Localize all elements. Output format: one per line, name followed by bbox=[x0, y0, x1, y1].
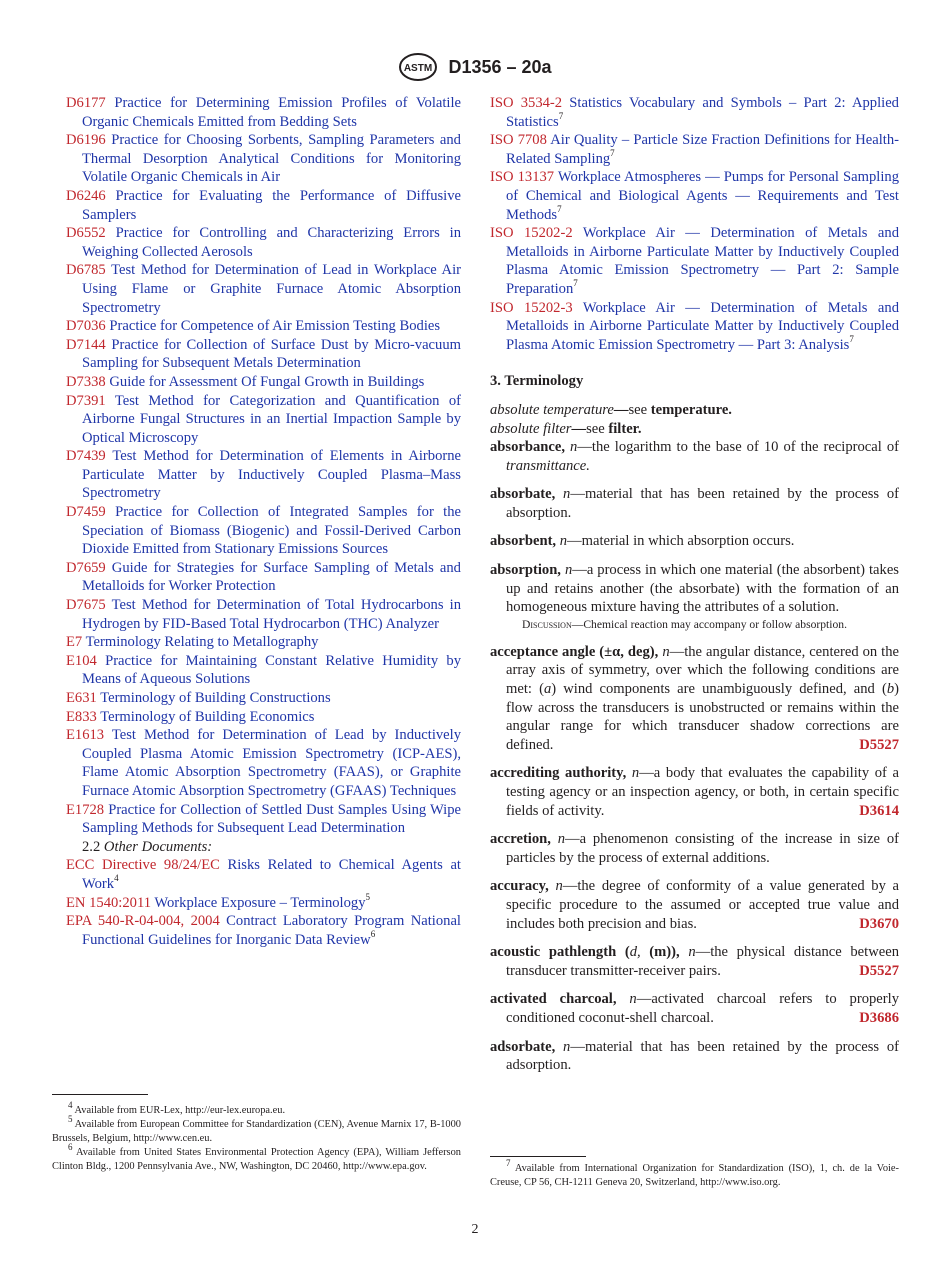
reference-code-link[interactable]: ISO 7708 bbox=[490, 132, 547, 149]
reference-title-link[interactable]: Practice for Maintaining Constant Relative Humidity by Means of Aqueous Solutions bbox=[82, 652, 462, 688]
footnote: $^4$ Available from EUR-Lex, http://eur-lex.europa.eu. bbox=[68, 1099, 286, 1116]
term-entry: absorbent, n—material in which absorption occurs. bbox=[490, 533, 795, 550]
reference-code-link[interactable]: D7338 bbox=[66, 373, 106, 390]
reference-title-link[interactable]: Workplace Atmospheres — Pumps for Personal Sampling of Chemical and Biological Agents — Requirements and Test Methods bbox=[506, 169, 900, 223]
footnote-marker: 7 bbox=[557, 203, 562, 214]
reference-code-link[interactable]: E631 bbox=[66, 690, 97, 706]
footnote-marker: 7 bbox=[849, 333, 854, 344]
reference-title-link[interactable]: Practice for Choosing Sorbents, Sampling Parameters and Thermal Desorption Analytical Conditions for Monitoring Volatile Organic Chemicals in Air bbox=[82, 132, 461, 186]
reference-code-link[interactable]: D7439 bbox=[66, 448, 106, 465]
footnote-divider bbox=[52, 1094, 148, 1095]
reference-title-link[interactable]: Practice for Collection of Settled Dust Samples Using Wipe Sampling Methods for Subsequent Lead Determination bbox=[82, 801, 461, 837]
reference-code-link[interactable]: D6177 bbox=[66, 95, 106, 111]
reference-item bbox=[66, 336, 461, 373]
reference-item bbox=[66, 392, 461, 448]
reference-item bbox=[66, 891, 461, 913]
reference-item bbox=[66, 503, 461, 559]
reference-code-link[interactable]: EPA 540-R-04-004, 2004 bbox=[66, 913, 220, 930]
footnotes-left bbox=[52, 1099, 461, 1174]
reference-item bbox=[490, 299, 899, 355]
reference-code-link[interactable]: D6246 bbox=[66, 187, 106, 204]
reference-code-link[interactable]: E1613 bbox=[66, 727, 105, 744]
reference-title-link[interactable]: Test Method for Categorization and Quantification of Airborne Fungal Structures in an Inertial Impaction Sample by Optical Microscopy bbox=[82, 392, 461, 446]
reference-item bbox=[490, 131, 899, 168]
reference-title-link[interactable]: Practice for Determining Emission Profiles of Volatile Organic Chemicals Emitted from Bedding Sets bbox=[82, 95, 461, 130]
reference-title-link[interactable]: Practice for Collection of Integrated Samples for the Speciation of Biomass (Biogenic) and Fossil-Derived Carbon Dioxide Emitted from Stationary Emissions Sources bbox=[82, 504, 461, 558]
standard-reference: D3614 bbox=[859, 802, 899, 819]
reference-title-link[interactable]: Workplace Air — Determination of Metals and Metalloids in Airborne Particulate Matter by Inductively Coupled Plasma Atomic Emission Spectrometry — Part 3: Analysis bbox=[506, 299, 900, 353]
page-header bbox=[0, 52, 950, 82]
reference-code-link[interactable]: E7 bbox=[66, 634, 83, 651]
reference-code-link[interactable]: D7036 bbox=[66, 318, 106, 335]
reference-title-link[interactable]: Terminology of Building Economics bbox=[100, 708, 315, 725]
reference-code-link[interactable]: D6196 bbox=[66, 132, 106, 149]
reference-item bbox=[66, 652, 461, 689]
reference-item bbox=[490, 224, 899, 298]
term-entry: absorption, n—a process in which one material (the absorbent) takes up and retains another (the absorbate) with the formation of an homogeneous mixture having the attributes of a solution. bbox=[490, 562, 899, 616]
iso-reference-list bbox=[490, 94, 899, 354]
footnote-marker: 7 bbox=[558, 110, 564, 121]
term-entry: accrediting authority, n—a body that evaluates the capability of a testing agency or an inspection agency, or both, in certain specific fields of activity. D3614 bbox=[490, 765, 899, 819]
reference-title-link[interactable]: Workplace Air — Determination of Metals and Metalloids in Airborne Particulate Matter by Inductively Coupled Plasma Atomic Emission Spectrometry — Part 2: Sample Preparation bbox=[506, 225, 900, 297]
reference-item bbox=[490, 168, 899, 224]
document-id: D1356 – 20a bbox=[448, 56, 552, 77]
footnote: $^6$ Available from United States Environmental Protection Agency (EPA), William Jefferson Clinton Bldg., 1200 Pennsylvania Ave., NW, Washington, DC 20460, http://www.epa.gov. bbox=[52, 1141, 461, 1172]
reference-code-link[interactable]: EN 1540:2011 bbox=[66, 894, 151, 911]
reference-title-link[interactable]: Test Method for Determination of Lead in Workplace Air Using Flame or Graphite Furnace Atomic Absorption Spectrometry bbox=[82, 262, 461, 316]
standard-reference: D3686 bbox=[859, 1009, 899, 1026]
astm-logo-icon bbox=[398, 52, 438, 82]
reference-title-link[interactable]: Test Method for Determination of Lead by Inductively Coupled Plasma Atomic Emission Spectrometry (ICP-AES), Flame Atomic Absorption Spectrometry (FAAS), or Graphite Furnace Atomic Absorption Spectrometry (GFAAS) Techniques bbox=[82, 727, 461, 799]
section-heading: 3. Terminology bbox=[490, 373, 584, 390]
reference-code-link[interactable]: ISO 3534-2 bbox=[490, 95, 563, 111]
footnote: $^7$ Available from International Organization for Standardization (ISO), 1, ch. de la Voie-Creuse, CP 56, CH-1211 Geneva 20, Switzerland, http://www.iso.org. bbox=[490, 1157, 900, 1188]
reference-item bbox=[66, 689, 461, 708]
term-entry: acoustic pathlength (d, (m)), n—the physical distance between transducer transmitter-receiver pairs. D5527 bbox=[490, 944, 899, 979]
reference-title-link[interactable]: Guide for Assessment Of Fungal Growth in Buildings bbox=[109, 373, 425, 390]
right-column bbox=[490, 94, 899, 1075]
reference-title-link[interactable]: Practice for Controlling and Characterizing Errors in Weighing Collected Aerosols bbox=[82, 225, 461, 260]
reference-code-link[interactable]: D7459 bbox=[66, 504, 106, 521]
footnote-marker: 4 bbox=[114, 873, 119, 884]
reference-code-link[interactable]: E1728 bbox=[66, 801, 105, 818]
reference-title-link[interactable]: Practice for Competence of Air Emission Testing Bodies bbox=[109, 318, 441, 335]
term-entry: activated charcoal, n—activated charcoal refers to properly conditioned coconut-shell charcoal. D3686 bbox=[490, 991, 899, 1026]
term-entry: absolute filter—see filter. bbox=[490, 420, 642, 437]
reference-list bbox=[66, 94, 461, 838]
reference-code-link[interactable]: D7144 bbox=[66, 336, 106, 353]
footnote-marker: 7 bbox=[610, 147, 615, 158]
reference-item bbox=[66, 726, 461, 800]
reference-item bbox=[490, 94, 899, 131]
reference-title-link[interactable]: Terminology Relating to Metallography bbox=[85, 634, 319, 651]
reference-item bbox=[66, 559, 461, 596]
standard-reference: D5527 bbox=[859, 962, 899, 979]
reference-code-link[interactable]: D7391 bbox=[66, 392, 106, 409]
reference-item bbox=[66, 801, 461, 838]
other-reference-list bbox=[66, 856, 461, 949]
term-entry: accuracy, n—the degree of conformity of a value generated by a specific procedure to the assumed or accepted true value and includes both precision and bias. D3670 bbox=[490, 878, 900, 932]
footnote-marker: 7 bbox=[573, 278, 578, 289]
reference-code-link[interactable]: E833 bbox=[66, 708, 97, 725]
logo-label: ASTM bbox=[404, 63, 433, 74]
reference-item bbox=[66, 317, 461, 336]
reference-title-link[interactable]: Statistics Vocabulary and Symbols – Part 2: Applied Statistics bbox=[506, 95, 899, 130]
page-number: 2 bbox=[471, 1222, 479, 1237]
reference-title-link[interactable]: Guide for Strategies for Surface Sampling of Metals and Metalloids for Worker Protection bbox=[82, 559, 461, 595]
reference-title-link[interactable]: Contract Laboratory Program National Functional Guidelines for Inorganic Data Review bbox=[82, 913, 461, 948]
left-column bbox=[66, 94, 461, 949]
reference-title-link[interactable]: Terminology of Building Constructions bbox=[100, 690, 331, 706]
term-entry: acceptance angle (±α, deg), n—the angular distance, centered on the array axis of symmetry, over which the following conditions are met: (a) wind components are unambiguously defined, and (b) flow across the transducers is unobstructed or remains within the angular range for which transducer shadow corrections are defined. D5527 bbox=[490, 643, 899, 753]
footnote-divider bbox=[490, 1156, 586, 1157]
footnote: $^5$ Available from European Committee for Standardization (CEN), Avenue Marnix 17, B-1000 Brussels, Belgium, http://www.cen.eu. bbox=[52, 1113, 461, 1144]
reference-title-link[interactable]: Workplace Exposure – Terminology bbox=[154, 894, 366, 911]
reference-item bbox=[66, 708, 461, 727]
reference-item bbox=[66, 224, 461, 261]
reference-item bbox=[66, 131, 461, 187]
footnote-marker: 5 bbox=[365, 891, 371, 902]
term-entry: absolute temperature—see temperature. bbox=[490, 401, 732, 418]
term-entry: adsorbate, n—material that has been retained by the process of adsorption. bbox=[490, 1038, 899, 1074]
reference-item bbox=[66, 912, 461, 949]
discussion-note: Discussion—Chemical reaction may accompany or follow absorption. bbox=[522, 617, 847, 631]
reference-code-link[interactable]: ISO 15202-3 bbox=[490, 299, 573, 316]
reference-code-link[interactable]: D6552 bbox=[66, 225, 106, 242]
reference-title-link[interactable]: Air Quality – Particle Size Fraction Definitions for Health-Related Sampling bbox=[506, 132, 899, 167]
reference-item bbox=[66, 856, 461, 893]
reference-code-link[interactable]: D7659 bbox=[66, 559, 106, 576]
footnotes-right bbox=[490, 1157, 900, 1190]
reference-code-link[interactable]: D6785 bbox=[66, 262, 106, 279]
term-entry: accretion, n—a phenomenon consisting of the increase in size of particles by the process of external additions. bbox=[490, 831, 899, 866]
reference-title-link[interactable]: Practice for Evaluating the Performance of Diffusive Samplers bbox=[82, 187, 461, 223]
reference-code-link[interactable]: ECC Directive 98/24/EC bbox=[66, 857, 220, 874]
standard-reference: D3670 bbox=[859, 915, 899, 932]
reference-item bbox=[66, 447, 461, 503]
reference-item bbox=[66, 596, 461, 633]
reference-title-link[interactable]: Test Method for Determination of Total Hydrocarbons in Hydrogen by FID-Based Total Hydrocarbon (THC) Analyzer bbox=[82, 597, 461, 632]
standard-reference: D5527 bbox=[859, 736, 899, 753]
reference-title-link[interactable]: Test Method for Determination of Elements in Airborne Particulate Matter by Inductively Coupled Plasma–Mass Spectrometry bbox=[82, 448, 462, 502]
reference-item bbox=[66, 187, 461, 224]
reference-title-link[interactable]: Practice for Collection of Surface Dust by Micro-vacuum Sampling for Subsequent Metals Determination bbox=[82, 336, 461, 372]
reference-code-link[interactable]: E104 bbox=[66, 652, 97, 669]
reference-title-link[interactable]: Risks Related to Chemical Agents at Work bbox=[82, 857, 461, 892]
reference-item bbox=[66, 94, 461, 131]
term-entry: absorbate, n—material that has been retained by the process of absorption. bbox=[490, 486, 899, 521]
reference-item bbox=[66, 633, 461, 652]
other-documents-heading: 2.2 Other Documents: bbox=[82, 838, 213, 855]
reference-code-link[interactable]: ISO 15202-2 bbox=[490, 225, 573, 242]
footnote-marker: 6 bbox=[370, 928, 376, 939]
reference-item bbox=[66, 261, 461, 317]
reference-item bbox=[66, 373, 461, 392]
term-entry: absorbance, n—the logarithm to the base of 10 of the reciprocal of transmittance. bbox=[490, 439, 899, 474]
reference-code-link[interactable]: ISO 13137 bbox=[490, 169, 555, 186]
reference-code-link[interactable]: D7675 bbox=[66, 597, 106, 614]
